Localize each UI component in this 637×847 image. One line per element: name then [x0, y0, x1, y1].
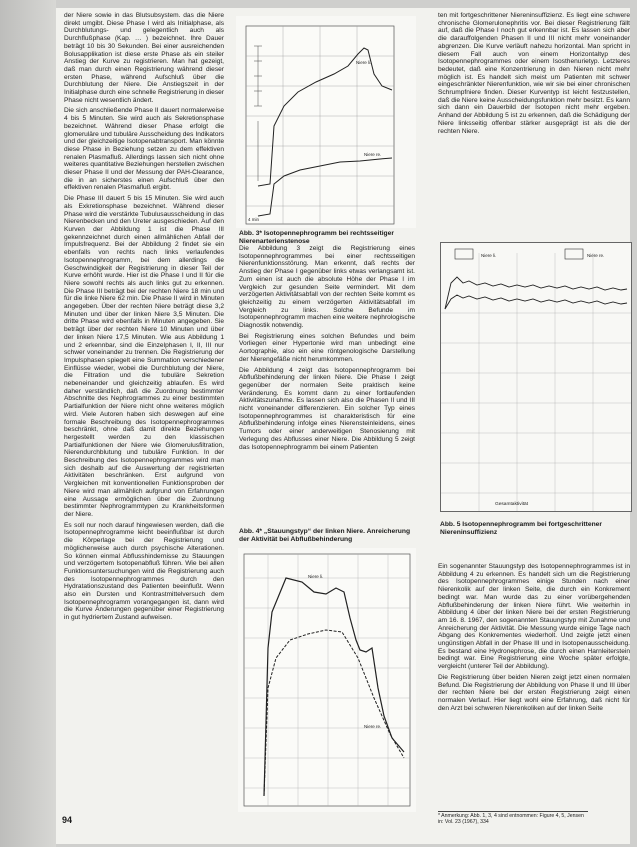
figure-3-caption: Abb. 3* Isotopennephrogramm bei rechtsseitiger Nierenarterienstenose	[239, 230, 394, 245]
paragraph: Die Abbildung 4 zeigt das Isotopennephrogramm bei Abflußbehinderung der linken Niere. Die Phase I zeigt gegenüber der normalen Seite praktisch keine Veränderung. Es kommt dann zu einer fortlaufenden Aktivitätszunahme. Es lassen sich also die Phasen II und III nicht voneinander differenzieren. Ein solcher Typ eines Isotopennephrogrammes ist charakteristisch für eine Abflußbehinderung infolge eines Nierensteinleidens, eines Tumors oder einer anderweitigen Stenosierung mit Verlegung des Abflusses einer Niere. Die Abbildung 5 zeigt das Isotopennephrogramm bei einem Patienten	[239, 366, 415, 451]
paragraph: Die sich anschließende Phase II dauert normalerweise 4 bis 5 Minuten. Sie wird auch als Sekretionsphase bezeichnet. Während dieser Phase erfolgt die glomeruläre und tubuläre Ausscheidung des Indikators und der gleichzeitige Isotopenabtransport. Man könnte diese Phase in Beziehung setzen zu dem effektiven renalen Plasmafluß. Allerdings lassen sich nicht ohne weiteres quantitative Beziehungen herstellen zwischen dieser Phase II und der Messung der PAH-Clearance, die in an sicherstes einen Aufschluß über den effektiven renalen Plasmafluß ergibt.	[64, 107, 224, 192]
text-column-right-top	[438, 12, 630, 138]
figure-3-chart	[236, 16, 416, 228]
page-number: 94	[62, 815, 73, 825]
paragraph: Die Phase III dauert 5 bis 15 Minuten. Sie wird auch als Exkretionsphase bezeichnet. Während dieser Phase wird die verstärkte Tubulusausscheidung in das Nierenbecken und den Ureter ausgeschieden. Auf den Kurven der Abbildung 1 ist die Phase III gekennzeichnet durch einen allmählichen Abfall der Impulsfrequenz. Bei der Abbildung 2 findet sie ein ebenfalls von rechts nach links verlaufendes Isotopennephrogramm, bei dem allerdings die Geschwindigkeit der Registrierung in dieser Teil der Kurve erhöht wurde. Hier ist die Phase I und II für die Niere sowohl rechts als auch links gut zu erkennen. Die Phase III beträgt bei der rechten Niere 18 min und für die linke Niere 62 min. Die Phase II wird in Minuten angegeben. Über der rechten Niere beträgt diese 3,2 Minuten und über der linken Niere 3,5 Minuten. Die dritte Phase wird ebenfalls in Minuten angegeben. Sie beträgt über der rechten Niere 10 Minuten und über der linken Niere 17,5 Minuten. Wie aus Abbildung 1 und 2 erkennbar, sind die Einzelphasen I, II, III nur schwer voneinander zu trennen. Die Registrierung der Impulsphasen spiegelt eine Summation verschiedener Einflüsse wieder, wobei die Durchblutung der Niere, die Filtration und die tubuläre Sekretion nebeneinander und gleichzeitig ablaufen. Es wird daher verständlich, daß die Zuordnung bestimmter Abschnitte des Nephrogrammes zu einer bestimmten Partialfunktion der Niere nicht ohne weiteres möglich wird. Viele Autoren haben sich deswegen auf eine formale Beschreibung des Isotopennephrogrammes beschränkt, ohne daß damit direkte Beziehungen hergestellt werden zu den klassischen Partialfunktionen der Niere wie Glomerulusfiltration, Nierendurchblutung und tubuläre Funktion. In der Beschreibung des Isotopennephrogrammes wird man sich deshalb auf die Auswertung der registrierten Aktivitäten beschränken. Erst aufgrund von Vergleichen mit konventionellen Funktionsproben der Niere wird man allmählich aufgrund von Erfahrungen eine Aussage ermöglichen über die Zuordnung bestimmter Nephrogrammtypen zu Krankheitsformen der Niere.	[64, 195, 224, 518]
text-column-middle	[239, 245, 415, 454]
figure-4-caption: Abb. 4* „Stauungstyp“ der linken Niere. Anreicherung der Aktivität bei Abflußbehinderung	[239, 528, 411, 543]
figure-label: Niere re.	[587, 253, 605, 258]
text-column-right-bottom	[438, 563, 630, 715]
paragraph: Die Abbildung 3 zeigt die Registrierung eines Isotopennephrogrammes bei einer rechtsseitigen Nierenfunktionsstörung. Man erkennt, daß rechts der Anstieg der Phase I gegenüber links etwas verlangsamt ist. Zum einen ist auch die absolute Höhe der Phase I im Vergleich zur gesunden Seite vermindert. Mit dem verzögerten Aktivitätsabfall von der rechten Seite kommt es gleichzeitig zu einem verzögerten Aktivitätsabfall im Vergleich zu links. Solche Befunde im Isotopennephrogramm machen eine weitere nephrologische Diagnostik notwendig.	[239, 245, 415, 330]
footnote: * Anmerkung: Abb. 1, 3, 4 sind entnommen: Figure 4, 5, Jensen in: Vol. 23 (1967), 334	[438, 811, 588, 825]
figure-label: Niere li.	[308, 574, 324, 579]
curve-lower	[445, 295, 627, 309]
figure-label: Niere li.	[356, 60, 372, 65]
paragraph: Es soll nur noch darauf hingewiesen werden, daß die Isotopennephrogramme leicht beeinflußbar ist durch die Körperlage bei der Registrierung und möglicherweise auch durch psychische Alterationen. So können einmal Abflusshindernisse zu Stauungen und verzögertem Isotopenabfluß führen. Wie bei allen Funktionsuntersuchungen wird die Registrierung auch des Isotopennephrogrammes durch den Hydratationszustand des Patienten beeinflußt. Wenn also ein Dursten und Kontrastmittelversuch dem Isotopennephrogramm vorangegangen ist, dann wird die Kurve Änderungen gegenüber einer Registrierung in gut hydriertem Zustand aufweisen.	[64, 521, 224, 622]
figure-4-chart	[238, 548, 416, 812]
figure-5-caption: Abb. 5 Isotopennephrogramm bei fortgeschrittener Niereninsuffizienz	[440, 521, 603, 536]
document-page	[56, 8, 630, 844]
paragraph: Ein sogenannter Stauungstyp des Isotopennephrogrammes ist in Abbildung 4 zu erkennen. Es handelt sich um die Registrierung des Isotopennephrogrammes einige Stunden nach einer Nierenkolik auf der linken Seite, die durch ein Konkrement bedingt war. Man wurde das zu einer vorübergehenden Abflußbehinderung der linken Niere führt. Wie weiterhin in Abbildung 4 über der linken Niere bei der ersten Registrierung am 16. 8. 1967, den sogenannten Stauungstyp mit Zunahme und Anreicherung der Aktivität. Die Messung wurde einige Tage nach Abgang des Konkrementes wiederholt. Und zeigte jetzt einen ungünstigen Abfall in der Phase III und in Isotopenausscheidung. Es bestand eine Hydronephrose, die durch einen Harnleiterstein bedingt war. Eine Registrierung eine Woche später erfolgte, vergleicht (unterer Teil der Abbildung).	[438, 563, 630, 671]
figure-label: Niere re.	[364, 152, 382, 157]
paragraph: der Niere sowie in das Blutsubsystem. das die Niere direkt umgibt. Diese Phase I wird als Initialphase, als Durchblutungs- und gelegentlich auch als Durchflußphase (Kap. … ) bezeichnet. Ihre Dauer beträgt 10 bis 30 Sekunden. Bei einer ausreichenden Bolusapplikation ist diese erste Phase als ein steiler Anstieg der Kurve zu registrieren. Man hat gezeigt, daß man durch einen Registrierung während dieser ersten Phase, während Aufschluß über die Durchblutung der Niere. Die Anstiegszeit in der Initialphase durch eine schnelle Registrierung in dieser Phase nicht wesentlich ändert.	[64, 12, 224, 104]
figure-label: 4 min	[248, 217, 260, 222]
figure-5-chart	[440, 242, 632, 512]
paragraph: ten mit fortgeschrittener Niereninsuffizienz. Es liegt eine schwere chronische Glomerulonephritis vor. Bei dieser Registrierung fällt auf, daß die Phase I noch gut erkennbar ist. Es lassen sich aber die darauffolgenden Phasen II und III nicht mehr voneinander abgrenzen. Die Kurve verläuft nahezu horizontal. Man spricht in diesem Fall auch von einem Horizontaltyp des Isotopennephrogrammes oder einem Isosthenurietyp. Letzteres bedeutet, daß eine Konzentrierung in den Nieren nicht mehr möglich ist. Es handelt sich meist um Patienten mit schwer eingeschränkter Nierenfunktion, wie wir sie bei einer chronischen Schrumpfniere finden. Dieser Kurventyp ist leicht festzustellen, daß die Niere keine Ausscheidungsfunktion mehr besitzt. Es kann sich dann ein Dauerbild der Isotopen nicht mehr ergeben. Anhand der Abbildung 5 ist zu erkennen, daß die Schädigung der Niere linksseitig offenbar stärker ausgeprägt ist als die der rechten Niere.	[438, 12, 630, 135]
figure-label: Niere li.	[481, 253, 497, 258]
figure-label: Niere re.	[364, 724, 382, 729]
scan-shadow	[0, 0, 56, 847]
paragraph: Bei Registrierung eines solchen Befundes und beim Vorliegen einer Hypertonie wird man unbedingt eine Aortographie, also ein eine röntgenologische Darstellung der Nierengefäße nicht herumkommen.	[239, 332, 415, 363]
curve-upper	[445, 277, 627, 309]
paragraph: Die Registrierung über beiden Nieren zeigt jetzt einen normalen Befund. Die Registrierung der Abbildung von Phase II und III über der rechten Niere bei der ersten Registrierung zeigt einen normalen Verlauf. Hier liegt wohl eine Erfahrung, daß nicht für den Arzt bei schweren Nierenkoliken auf der linken Seite	[438, 673, 630, 712]
figure-label: Gesamtaktivität	[495, 502, 529, 507]
text-column-left	[64, 12, 224, 625]
